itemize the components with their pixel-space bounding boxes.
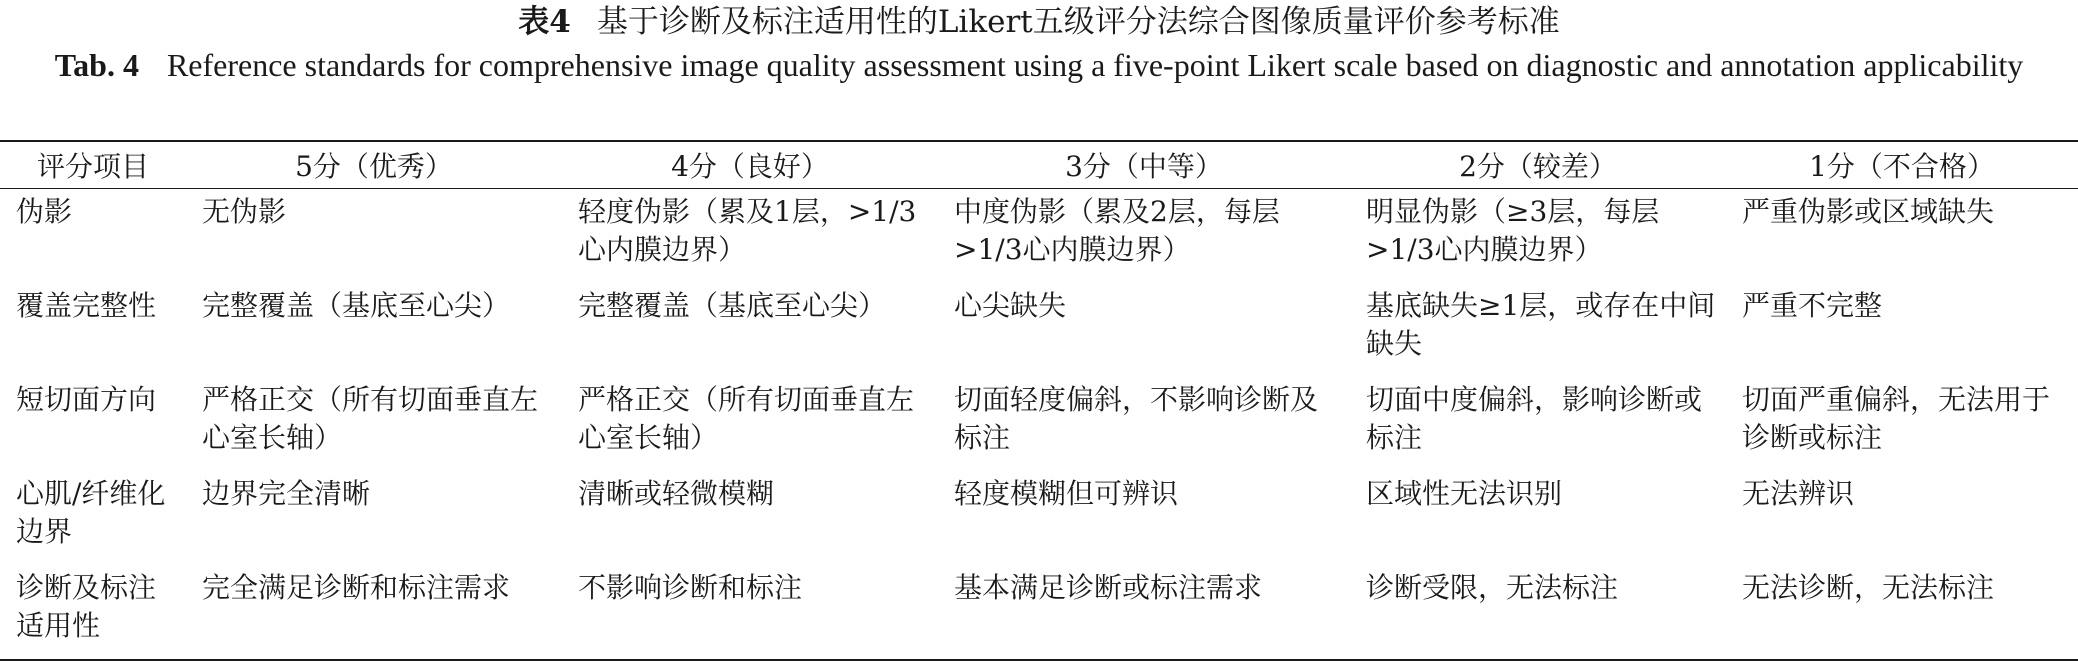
caption-chinese (0, 2, 2078, 42)
table-cell: 基底缺失≥1层，或存在中间缺失 (1366, 289, 1716, 360)
table-row (0, 283, 2078, 377)
table-number-en: Tab. 4 (54, 47, 139, 83)
table-cell: 切面严重偏斜，无法用于诊断或标注 (1742, 383, 2051, 454)
table-cell: 完全满足诊断和标注需求 (202, 571, 511, 604)
row-label: 短切面方向 (16, 383, 157, 416)
col-header-score-2: 2分（较差） (1459, 150, 1617, 183)
table-title-en: Reference standards for comprehensive image quality assessment using a five-point Likert scale based on diagnostic and annotation applicability (166, 47, 2024, 83)
col-header-score-5: 5分（优秀） (295, 150, 453, 183)
table-cell: 切面中度偏斜，影响诊断或标注 (1366, 383, 1703, 454)
table-caption (0, 2, 2078, 89)
row-label: 诊断及标注适用性 (16, 571, 157, 642)
table-cell: 基本满足诊断或标注需求 (954, 571, 1263, 604)
table-cell: 诊断受限，无法标注 (1366, 571, 1619, 604)
table-cell: 边界完全清晰 (202, 477, 371, 510)
likert-table (0, 140, 2078, 661)
header-row (0, 141, 2078, 189)
table-cell: 无伪影 (202, 195, 287, 228)
table-row (0, 189, 2078, 284)
table-cell: 完整覆盖（基底至心尖） (578, 289, 887, 322)
table-cell: 严重伪影或区域缺失 (1742, 195, 1995, 228)
row-label: 心肌/纤维化边界 (16, 477, 166, 548)
col-header-score-1: 1分（不合格） (1809, 150, 1995, 183)
table-cell: 无法诊断，无法标注 (1742, 571, 1995, 604)
table-cell: 严格正交（所有切面垂直左心室长轴） (202, 383, 539, 454)
table-cell: 不影响诊断和标注 (578, 571, 803, 604)
table-cell: 轻度模糊但可辨识 (954, 477, 1179, 510)
table-cell: 轻度伪影（累及1层，>1/3心内膜边界） (578, 195, 917, 266)
table-row (0, 565, 2078, 660)
table-cell: 切面轻度偏斜，不影响诊断及标注 (954, 383, 1319, 454)
table-cell: 区域性无法识别 (1366, 477, 1563, 510)
table-cell: 心尖缺失 (954, 289, 1067, 322)
table-cell: 无法辨识 (1742, 477, 1855, 510)
table-title-cn: 基于诊断及标注适用性的Likert五级评分法综合图像质量评价参考标准 (596, 4, 1560, 40)
row-label: 覆盖完整性 (16, 289, 157, 322)
table-cell: 清晰或轻微模糊 (578, 477, 775, 510)
col-header-score-4: 4分（良好） (671, 150, 829, 183)
row-label: 伪影 (16, 195, 73, 228)
caption-english (0, 42, 2078, 89)
table-row (0, 377, 2078, 471)
col-header-item: 评分项目 (36, 150, 149, 183)
table-row (0, 471, 2078, 565)
table-cell: 严重不完整 (1742, 289, 1883, 322)
table-cell: 严格正交（所有切面垂直左心室长轴） (578, 383, 915, 454)
col-header-score-3: 3分（中等） (1065, 150, 1223, 183)
table-cell: 完整覆盖（基底至心尖） (202, 289, 511, 322)
table-cell: 明显伪影（≥3层，每层>1/3心内膜边界） (1366, 195, 1660, 266)
table-cell: 中度伪影（累及2层，每层>1/3心内膜边界） (954, 195, 1280, 266)
table-number-cn: 表4 (518, 4, 571, 40)
